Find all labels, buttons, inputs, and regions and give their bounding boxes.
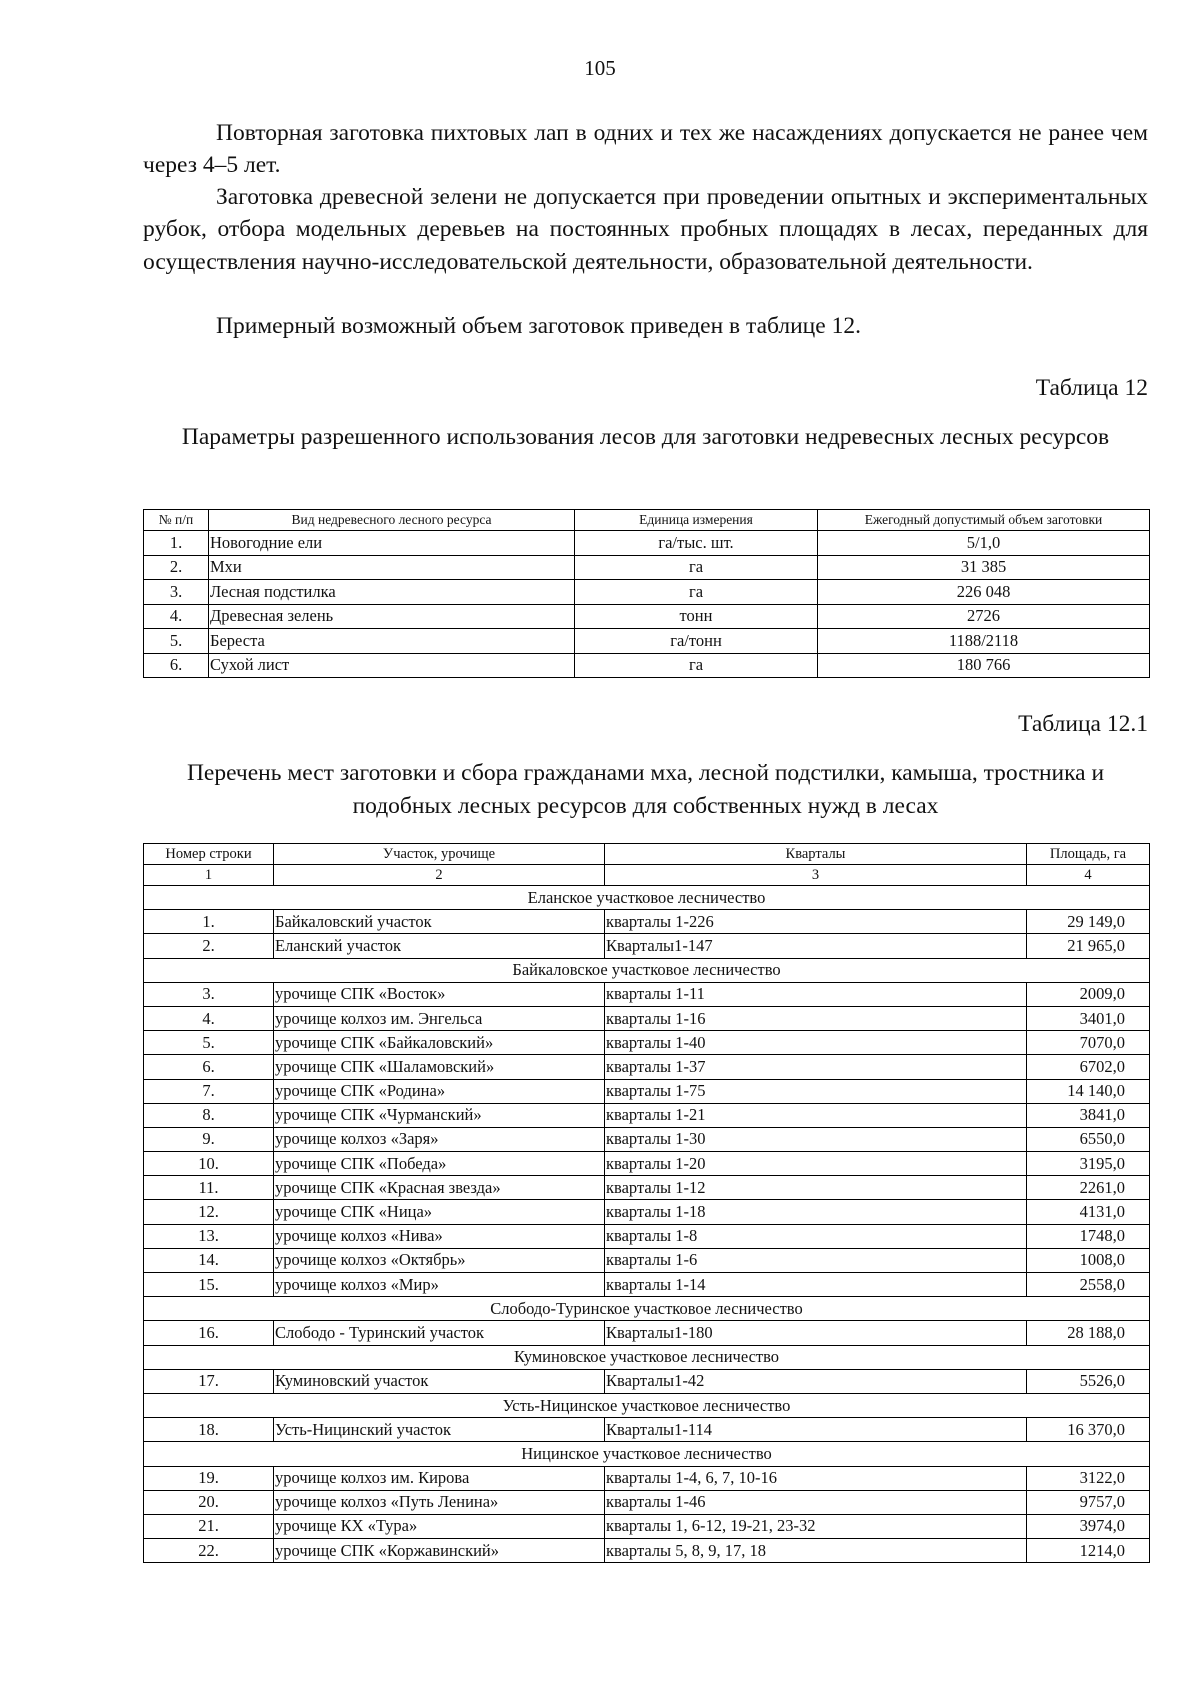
table-row <box>144 1466 1150 1490</box>
tract-cell: Байкаловский участок <box>274 910 605 934</box>
volume-cell: 180 766 <box>818 653 1150 678</box>
section-title: Байкаловское участковое лесничество <box>144 958 1150 982</box>
row-number-cell: 2. <box>144 555 209 580</box>
table-row <box>144 653 1150 678</box>
column-header: Кварталы <box>605 844 1027 865</box>
area-cell: 1214,0 <box>1027 1539 1150 1563</box>
row-number-cell: 16. <box>144 1321 274 1345</box>
table-row <box>144 580 1150 605</box>
table-row <box>144 1103 1150 1127</box>
tract-cell: урочище СПК «Чурманский» <box>274 1103 605 1127</box>
column-header: Единица измерения <box>575 510 818 531</box>
area-cell: 3974,0 <box>1027 1514 1150 1538</box>
table-12-label: Таблица 12 <box>1035 375 1148 401</box>
unit-cell: га <box>575 580 818 605</box>
row-number-cell: 2. <box>144 934 274 958</box>
row-number-cell: 22. <box>144 1539 274 1563</box>
area-cell: 14 140,0 <box>1027 1079 1150 1103</box>
unit-cell: га/тонн <box>575 629 818 654</box>
table-row <box>144 1273 1150 1297</box>
resource-cell: Сухой лист <box>209 653 575 678</box>
area-cell: 6702,0 <box>1027 1055 1150 1079</box>
unit-cell: га <box>575 555 818 580</box>
tract-cell: Еланский участок <box>274 934 605 958</box>
quarters-cell: кварталы 1-20 <box>605 1152 1027 1176</box>
volume-cell: 5/1,0 <box>818 531 1150 556</box>
resource-cell: Мхи <box>209 555 575 580</box>
quarters-cell: Кварталы1-180 <box>605 1321 1027 1345</box>
section-title: Еланское участковое лесничество <box>144 886 1150 910</box>
quarters-cell: кварталы 1-21 <box>605 1103 1027 1127</box>
quarters-cell: кварталы 1-16 <box>605 1006 1027 1030</box>
table-row <box>144 1248 1150 1272</box>
tract-cell: урочище колхоз им. Кирова <box>274 1466 605 1490</box>
row-number-cell: 1. <box>144 531 209 556</box>
area-cell: 9757,0 <box>1027 1490 1150 1514</box>
table-row <box>144 1079 1150 1103</box>
tract-cell: урочище СПК «Коржавинский» <box>274 1539 605 1563</box>
area-cell: 2261,0 <box>1027 1176 1150 1200</box>
quarters-cell: Кварталы1-147 <box>605 934 1027 958</box>
column-number: 2 <box>274 865 605 886</box>
area-cell: 16 370,0 <box>1027 1418 1150 1442</box>
row-number-cell: 20. <box>144 1490 274 1514</box>
row-number-cell: 12. <box>144 1200 274 1224</box>
paragraph: Заготовка древесной зелени не допускается при проведении опытных и экспериментальных рубок, отбора модельных деревьев на постоянных пробных площадях в лесах, переданных для осуществления научно-исследовательской деятельности, образовательной деятельности. <box>143 184 1148 275</box>
resource-cell: Новогодние ели <box>209 531 575 556</box>
table-12-1 <box>143 843 1150 1563</box>
table-row <box>144 1031 1150 1055</box>
column-header: Вид недревесного лесного ресурса <box>209 510 575 531</box>
unit-cell: га/тыс. шт. <box>575 531 818 556</box>
tract-cell: Слободо - Туринский участок <box>274 1321 605 1345</box>
tract-cell: урочище СПК «Родина» <box>274 1079 605 1103</box>
table-12 <box>143 509 1150 678</box>
table-row <box>144 629 1150 654</box>
table-12-1-title: Перечень мест заготовки и сбора гражданами мха, лесной подстилки, камыша, тростника и подобных лесных ресурсов для собственных нужд в лесах <box>186 760 1105 819</box>
tract-cell: урочище СПК «Восток» <box>274 982 605 1006</box>
row-number-cell: 7. <box>144 1079 274 1103</box>
quarters-cell: кварталы 1-11 <box>605 982 1027 1006</box>
row-number-cell: 10. <box>144 1152 274 1176</box>
table-row <box>144 1224 1150 1248</box>
area-cell: 5526,0 <box>1027 1369 1150 1393</box>
quarters-cell: кварталы 1-75 <box>605 1079 1027 1103</box>
row-number-cell: 15. <box>144 1273 274 1297</box>
section-row <box>144 1393 1150 1417</box>
column-number-row <box>144 865 1150 886</box>
page-number: 105 <box>584 56 616 80</box>
tract-cell: урочище колхоз «Заря» <box>274 1127 605 1151</box>
volume-cell: 226 048 <box>818 580 1150 605</box>
table-12-title: Параметры разрешенного использования лесов для заготовки недревесных лесных ресурсов <box>181 424 1110 450</box>
area-cell: 21 965,0 <box>1027 934 1150 958</box>
column-number: 1 <box>144 865 274 886</box>
section-row <box>144 886 1150 910</box>
tract-cell: урочище СПК «Шаламовский» <box>274 1055 605 1079</box>
quarters-cell: кварталы 1-18 <box>605 1200 1027 1224</box>
area-cell: 3122,0 <box>1027 1466 1150 1490</box>
paragraph: Примерный возможный объем заготовок приведен в таблице 12. <box>216 313 861 339</box>
table-row <box>144 1514 1150 1538</box>
quarters-cell: кварталы 1-46 <box>605 1490 1027 1514</box>
table-row <box>144 1176 1150 1200</box>
row-number-cell: 19. <box>144 1466 274 1490</box>
quarters-cell: кварталы 1-8 <box>605 1224 1027 1248</box>
row-number-cell: 4. <box>144 1006 274 1030</box>
table-row <box>144 1539 1150 1563</box>
row-number-cell: 6. <box>144 653 209 678</box>
quarters-cell: кварталы 5, 8, 9, 17, 18 <box>605 1539 1027 1563</box>
section-title: Слободо-Туринское участковое лесничество <box>144 1297 1150 1321</box>
column-header: Ежегодный допустимый объем заготовки <box>818 510 1150 531</box>
volume-cell: 1188/2118 <box>818 629 1150 654</box>
area-cell: 4131,0 <box>1027 1200 1150 1224</box>
row-number-cell: 17. <box>144 1369 274 1393</box>
row-number-cell: 21. <box>144 1514 274 1538</box>
row-number-cell: 3. <box>144 982 274 1006</box>
table-row <box>144 1006 1150 1030</box>
table-row <box>144 934 1150 958</box>
section-title: Ницинское участковое лесничество <box>144 1442 1150 1466</box>
table-row <box>144 982 1150 1006</box>
quarters-cell: кварталы 1-30 <box>605 1127 1027 1151</box>
row-number-cell: 9. <box>144 1127 274 1151</box>
unit-cell: га <box>575 653 818 678</box>
column-header: № п/п <box>144 510 209 531</box>
volume-cell: 2726 <box>818 604 1150 629</box>
area-cell: 1748,0 <box>1027 1224 1150 1248</box>
section-title: Усть-Ницинское участковое лесничество <box>144 1393 1150 1417</box>
table-row <box>144 1369 1150 1393</box>
table-row <box>144 910 1150 934</box>
quarters-cell: кварталы 1-37 <box>605 1055 1027 1079</box>
area-cell: 2558,0 <box>1027 1273 1150 1297</box>
row-number-cell: 14. <box>144 1248 274 1272</box>
quarters-cell: кварталы 1-12 <box>605 1176 1027 1200</box>
table-row <box>144 604 1150 629</box>
tract-cell: урочище колхоз «Нива» <box>274 1224 605 1248</box>
row-number-cell: 13. <box>144 1224 274 1248</box>
tract-cell: Куминовский участок <box>274 1369 605 1393</box>
area-cell: 3195,0 <box>1027 1152 1150 1176</box>
area-cell: 3401,0 <box>1027 1006 1150 1030</box>
volume-cell: 31 385 <box>818 555 1150 580</box>
table-row <box>144 1490 1150 1514</box>
tract-cell: урочище колхоз «Путь Ленина» <box>274 1490 605 1514</box>
quarters-cell: кварталы 1, 6-12, 19-21, 23-32 <box>605 1514 1027 1538</box>
row-number-cell: 5. <box>144 629 209 654</box>
column-header: Номер строки <box>144 844 274 865</box>
tract-cell: Усть-Ницинский участок <box>274 1418 605 1442</box>
row-number-cell: 18. <box>144 1418 274 1442</box>
table-row <box>144 1418 1150 1442</box>
table-12-1-label: Таблица 12.1 <box>1018 711 1148 737</box>
area-cell: 6550,0 <box>1027 1127 1150 1151</box>
quarters-cell: кварталы 1-226 <box>605 910 1027 934</box>
column-number: 3 <box>605 865 1027 886</box>
row-number-cell: 8. <box>144 1103 274 1127</box>
quarters-cell: Кварталы1-42 <box>605 1369 1027 1393</box>
quarters-cell: кварталы 1-14 <box>605 1273 1027 1297</box>
table-row <box>144 1152 1150 1176</box>
table-row <box>144 1321 1150 1345</box>
column-number: 4 <box>1027 865 1150 886</box>
quarters-cell: кварталы 1-4, 6, 7, 10-16 <box>605 1466 1027 1490</box>
table-header-row <box>144 510 1150 531</box>
area-cell: 1008,0 <box>1027 1248 1150 1272</box>
table-header-row <box>144 844 1150 865</box>
tract-cell: урочище колхоз «Октябрь» <box>274 1248 605 1272</box>
column-header: Площадь, га <box>1027 844 1150 865</box>
tract-cell: урочище колхоз им. Энгельса <box>274 1006 605 1030</box>
paragraph: Повторная заготовка пихтовых лап в одних и тех же насаждениях допускается не ранее чем через 4–5 лет. <box>143 120 1148 179</box>
quarters-cell: Кварталы1-114 <box>605 1418 1027 1442</box>
area-cell: 28 188,0 <box>1027 1321 1150 1345</box>
column-header: Участок, урочище <box>274 844 605 865</box>
table-row <box>144 531 1150 556</box>
area-cell: 29 149,0 <box>1027 910 1150 934</box>
row-number-cell: 11. <box>144 1176 274 1200</box>
quarters-cell: кварталы 1-40 <box>605 1031 1027 1055</box>
table-row <box>144 1127 1150 1151</box>
row-number-cell: 3. <box>144 580 209 605</box>
tract-cell: урочище КХ «Тура» <box>274 1514 605 1538</box>
resource-cell: Лесная подстилка <box>209 580 575 605</box>
area-cell: 2009,0 <box>1027 982 1150 1006</box>
tract-cell: урочище СПК «Байкаловский» <box>274 1031 605 1055</box>
quarters-cell: кварталы 1-6 <box>605 1248 1027 1272</box>
resource-cell: Береста <box>209 629 575 654</box>
table-row <box>144 1055 1150 1079</box>
row-number-cell: 4. <box>144 604 209 629</box>
section-row <box>144 1442 1150 1466</box>
tract-cell: урочище СПК «Ница» <box>274 1200 605 1224</box>
section-row <box>144 1345 1150 1369</box>
row-number-cell: 6. <box>144 1055 274 1079</box>
table-row <box>144 1200 1150 1224</box>
section-row <box>144 1297 1150 1321</box>
resource-cell: Древесная зелень <box>209 604 575 629</box>
tract-cell: урочище СПК «Красная звезда» <box>274 1176 605 1200</box>
tract-cell: урочище колхоз «Мир» <box>274 1273 605 1297</box>
section-row <box>144 958 1150 982</box>
section-title: Куминовское участковое лесничество <box>144 1345 1150 1369</box>
area-cell: 7070,0 <box>1027 1031 1150 1055</box>
row-number-cell: 5. <box>144 1031 274 1055</box>
tract-cell: урочище СПК «Победа» <box>274 1152 605 1176</box>
unit-cell: тонн <box>575 604 818 629</box>
table-row <box>144 555 1150 580</box>
row-number-cell: 1. <box>144 910 274 934</box>
area-cell: 3841,0 <box>1027 1103 1150 1127</box>
